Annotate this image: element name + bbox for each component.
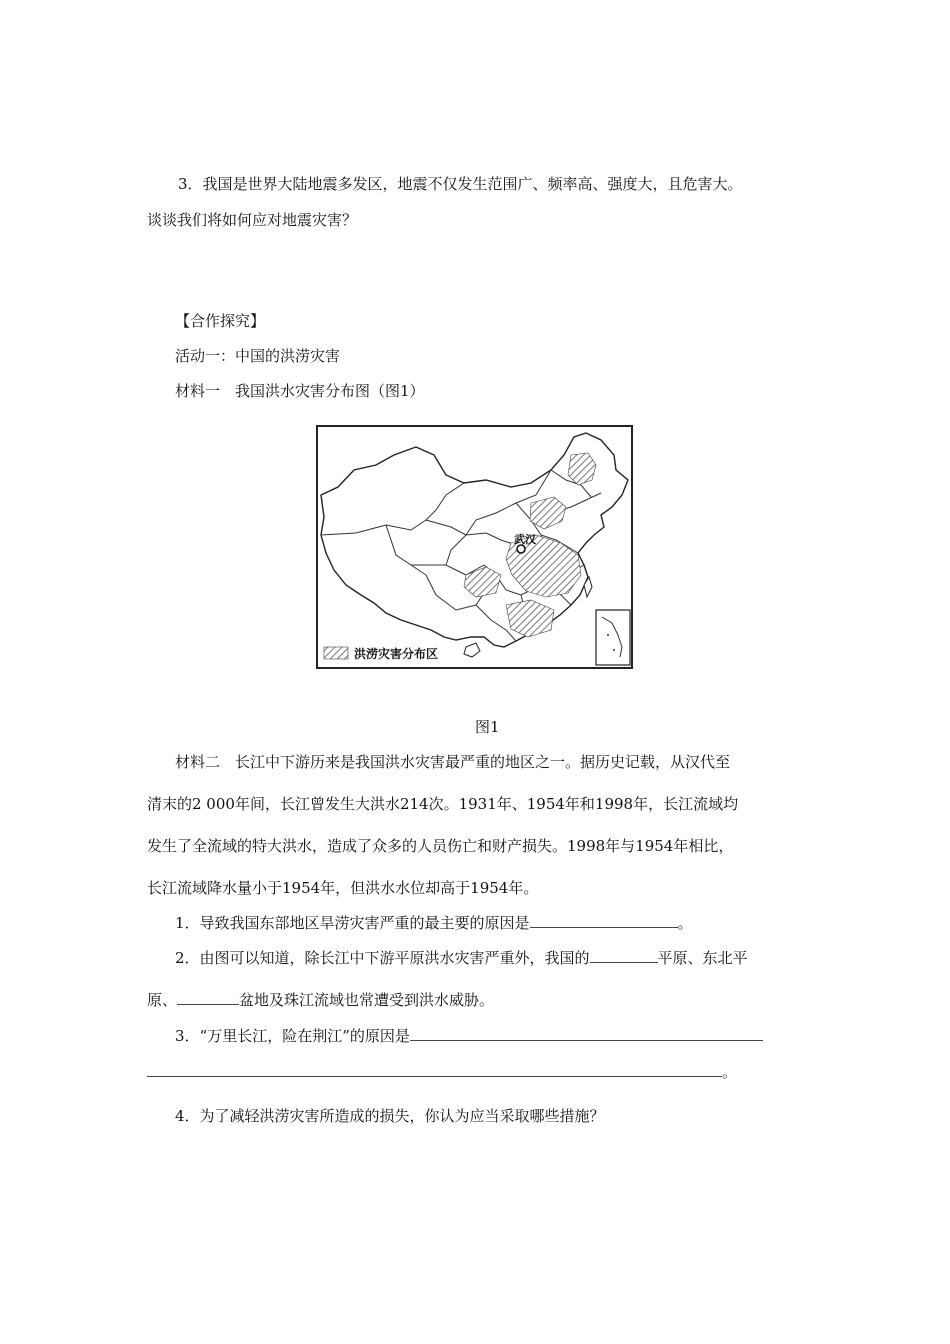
material2-line1: 材料二 长江中下游历来是我国洪水灾害最严重的地区之一。据历史记载，从汉代至 xyxy=(175,753,731,771)
map-legend xyxy=(324,646,438,661)
question-3-line2 xyxy=(147,1062,737,1082)
earthquake-question-line2: 谈谈我们将如何应对地震灾害？ xyxy=(147,211,358,229)
material2-line2: 清末的2 000年间，长江曾发生大洪水214次。1931年、1954年和1998年，长江流域均 xyxy=(147,795,739,813)
answer-blank-q2a[interactable] xyxy=(590,948,658,963)
material2-line4: 长江流域降水量小于1954年，但洪水水位却高于1954年。 xyxy=(147,879,539,897)
answer-blank-q3b[interactable] xyxy=(147,1062,722,1077)
question-2-text-c: 原、 xyxy=(147,991,178,1009)
question-1-text: 1．导致我国东部地区旱涝灾害严重的最主要的原因是 xyxy=(175,914,530,932)
activity-title: 活动一：中国的洪涝灾害 xyxy=(175,347,341,365)
answer-blank-q3a[interactable] xyxy=(410,1026,763,1041)
section-title: 【合作探究】 xyxy=(175,312,266,330)
city-label: 武汉 xyxy=(514,533,536,546)
question-3-line1 xyxy=(175,1026,763,1046)
question-4: 4．为了减轻洪涝灾害所造成的损失，你认为应当采取哪些措施？ xyxy=(175,1107,605,1125)
question-1-end: 。 xyxy=(677,914,693,932)
legend-label: 洪涝灾害分布区 xyxy=(354,647,439,661)
figure-caption: 图1 xyxy=(475,718,500,736)
material1-label: 材料一 我国洪水灾害分布图（图1） xyxy=(175,382,425,400)
earthquake-question-line1: 3．我国是世界大陆地震多发区，地震不仅发生范围广、频率高、强度大，且危害大。 xyxy=(178,175,743,193)
question-2-line2 xyxy=(147,990,494,1010)
material2-line3: 发生了全流域的特大洪水，造成了众多的人员伤亡和财产损失。1998年与1954年相比， xyxy=(147,837,734,855)
question-2-text: 2．由图可以知道，除长江中下游平原洪水灾害严重外，我国的 xyxy=(175,949,590,967)
answer-blank-q1[interactable] xyxy=(530,913,678,928)
answer-blank-q2b[interactable] xyxy=(177,990,239,1005)
question-2-line1 xyxy=(175,948,748,968)
south-china-sea-inset xyxy=(596,610,630,665)
question-1 xyxy=(175,913,693,933)
question-3-text: 3．“万里长江，险在荆江”的原因是 xyxy=(175,1027,410,1045)
question-3-end: 。 xyxy=(722,1063,738,1081)
question-2-text-b: 平原、东北平 xyxy=(657,949,748,967)
question-2-text-d: 盆地及珠江流域也常遭受到洪水威胁。 xyxy=(239,991,495,1009)
flood-distribution-map xyxy=(316,425,633,669)
